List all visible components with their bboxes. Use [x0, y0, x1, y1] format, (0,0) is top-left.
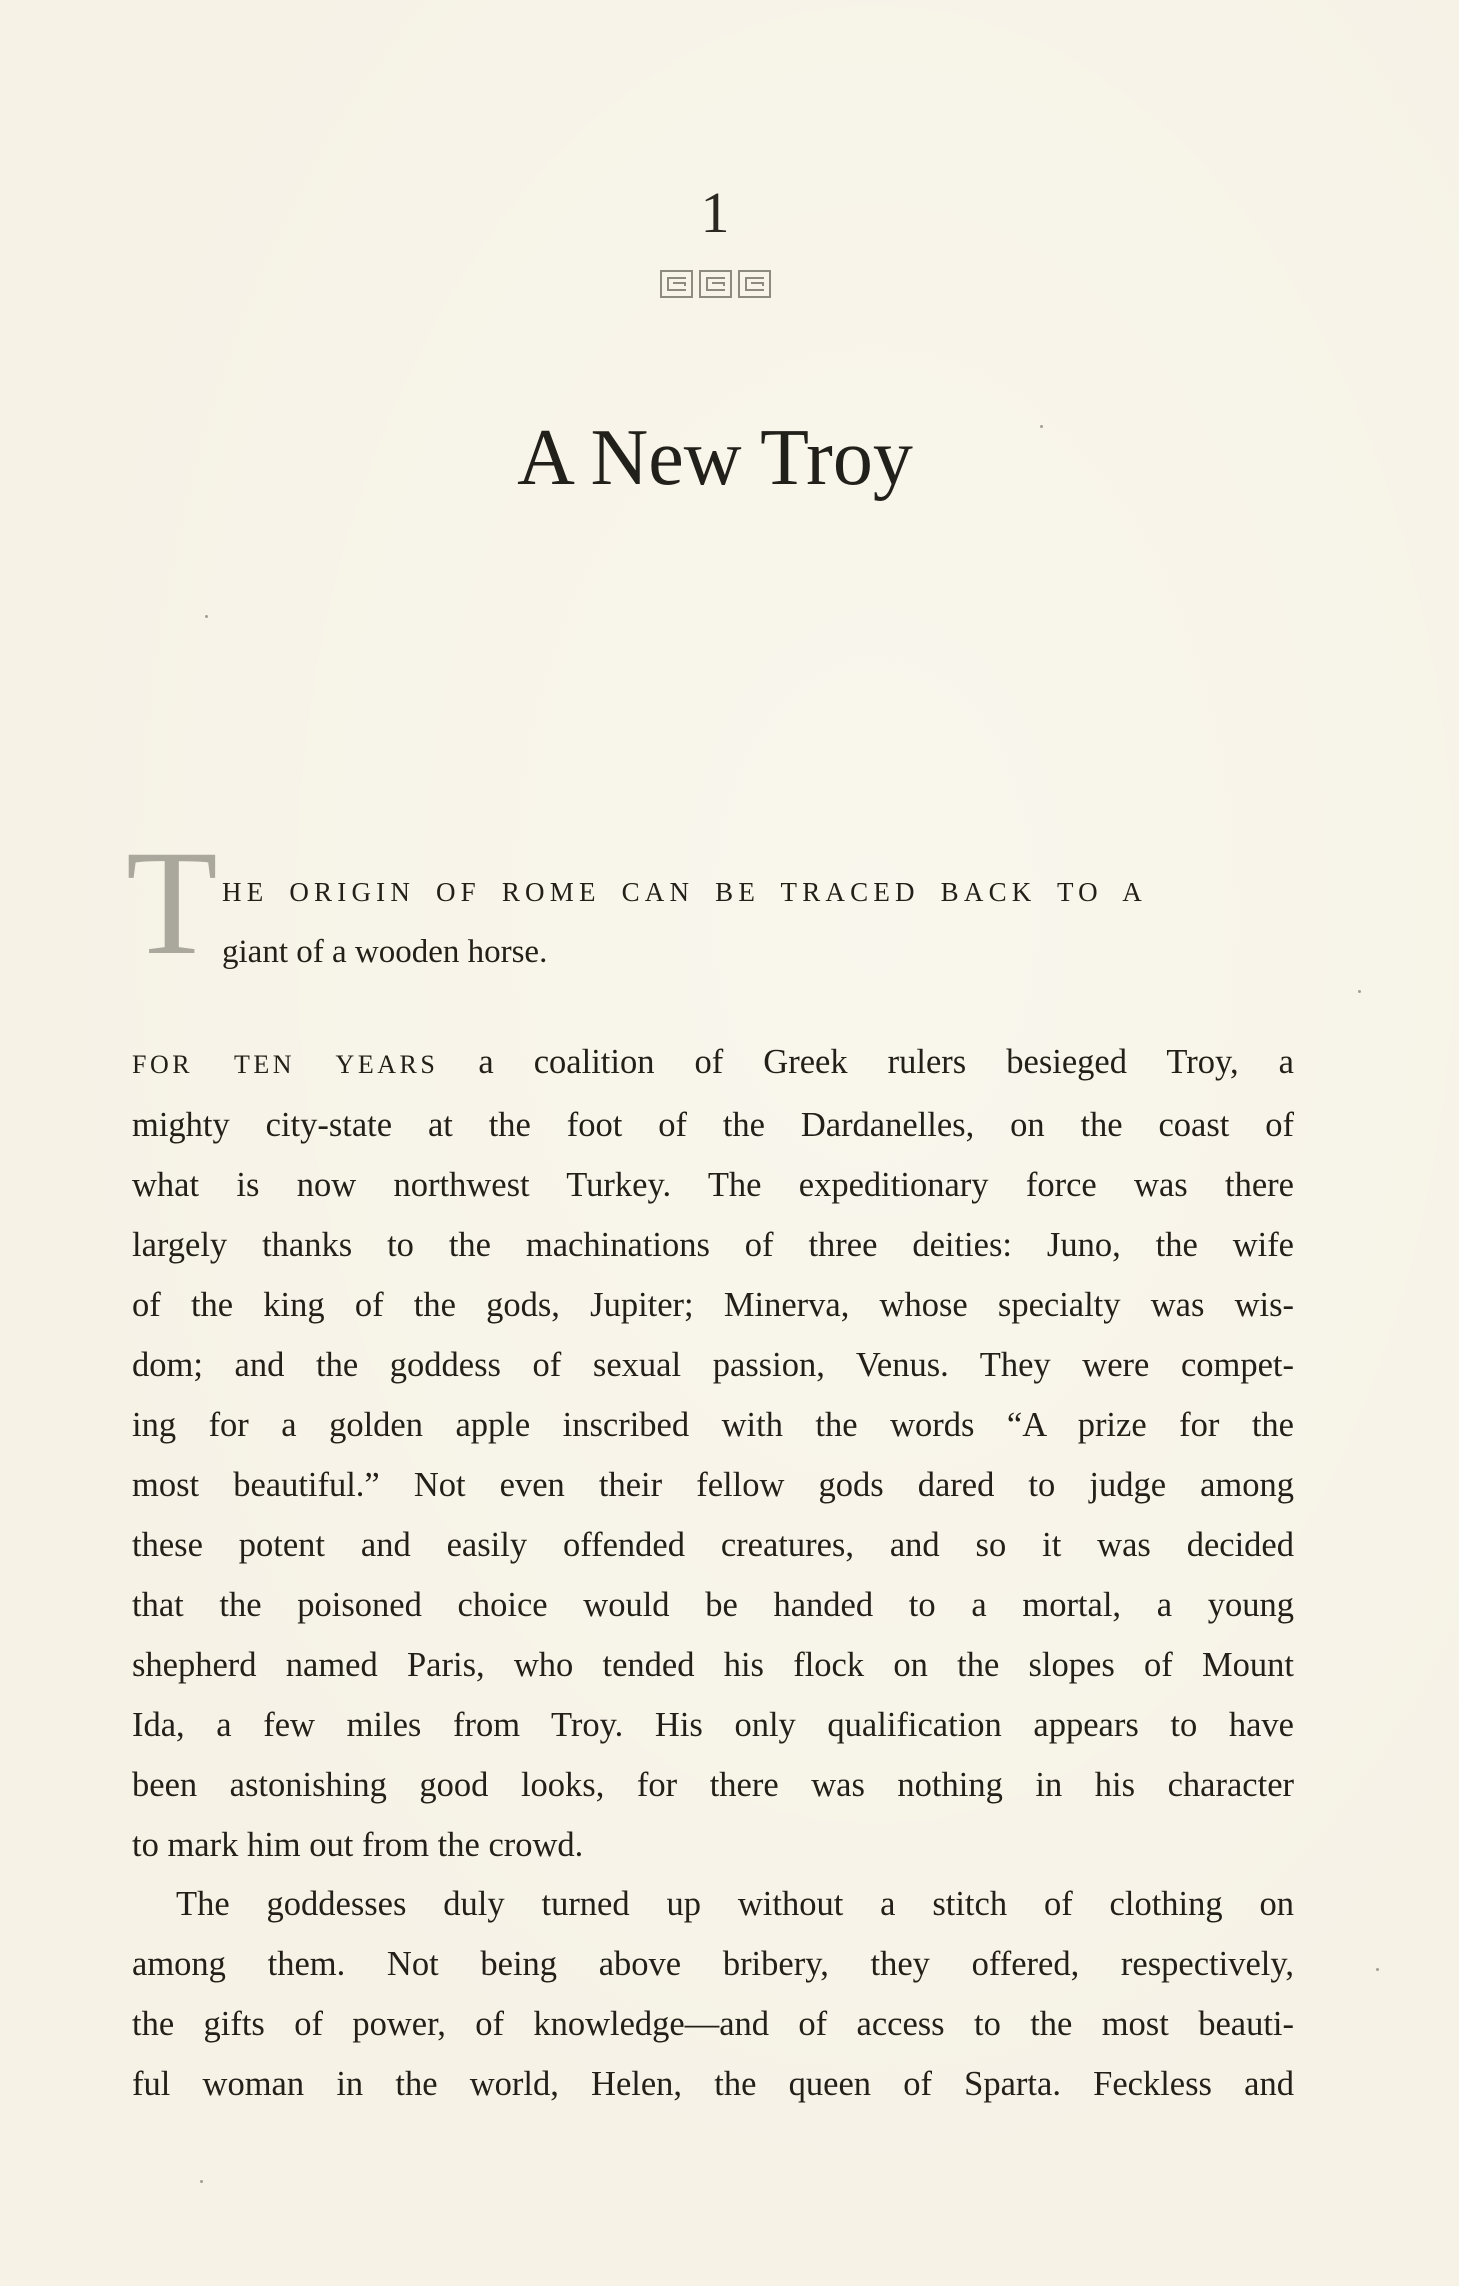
paragraph-line: most beautiful.” Not even their fellow gods dared to judge among	[132, 1466, 1294, 1504]
paragraph-line: mighty city-state at the foot of the Dardanelles, on the coast of	[132, 1106, 1294, 1144]
chapter-title: A New Troy	[517, 414, 913, 502]
speck	[1358, 990, 1361, 993]
paragraph-line: largely thanks to the machinations of three deities: Juno, the wife	[132, 1226, 1294, 1264]
paragraph-line: to mark him out from the crowd.	[132, 1826, 584, 1864]
paragraph-line: that the poisoned choice would be handed to a mortal, a young	[132, 1586, 1294, 1624]
paragraph-line: The goddesses duly turned up without a stitch of clothing on	[176, 1885, 1294, 1923]
opening-line-1: HE ORIGIN OF ROME CAN BE TRACED BACK TO A	[222, 877, 1148, 907]
speck	[205, 615, 208, 618]
paragraph-line: been astonishing good looks, for there was nothing in his character	[132, 1766, 1294, 1804]
paragraph-line: among them. Not being above bribery, they offered, respectively,	[132, 1945, 1294, 1983]
ornament-tile	[738, 270, 771, 298]
ornament-tile	[699, 270, 732, 298]
paragraph-line: ing for a golden apple inscribed with the words “A prize for the	[132, 1406, 1294, 1444]
paragraph-line: FOR TEN YEARS a coalition of Greek rulers besieged Troy, a	[132, 1043, 1294, 1081]
paragraph-2	[132, 1874, 1294, 2114]
paragraph-line: these potent and easily offended creatures, and so it was decided	[132, 1526, 1294, 1564]
opening-line-2: giant of a wooden horse.	[222, 934, 548, 970]
paragraph-1	[132, 1032, 1294, 1875]
paragraph-line: dom; and the goddess of sexual passion, Venus. They were compet-	[132, 1346, 1294, 1384]
speck	[1376, 1968, 1379, 1971]
paragraph-line: ful woman in the world, Helen, the queen of Sparta. Feckless and	[132, 2065, 1294, 2103]
ornament-tile	[660, 270, 693, 298]
paragraph-line: the gifts of power, of knowledge—and of access to the most beauti-	[132, 2005, 1294, 2043]
speck	[200, 2180, 203, 2183]
paragraph-line: Ida, a few miles from Troy. His only qualification appears to have	[132, 1706, 1294, 1744]
greek-key-ornament-icon	[660, 270, 772, 300]
paragraph-leadin: FOR TEN YEARS	[132, 1050, 439, 1079]
paragraph-line: shepherd named Paris, who tended his flock on the slopes of Mount	[132, 1646, 1294, 1684]
paragraph-line: of the king of the gods, Jupiter; Minerva, whose specialty was wis-	[132, 1286, 1294, 1324]
speck	[1040, 425, 1043, 428]
chapter-number: 1	[700, 180, 730, 245]
paragraph-line: what is now northwest Turkey. The expeditionary force was there	[132, 1166, 1294, 1204]
drop-cap: T	[126, 820, 218, 986]
opening-sentence	[222, 862, 1294, 982]
